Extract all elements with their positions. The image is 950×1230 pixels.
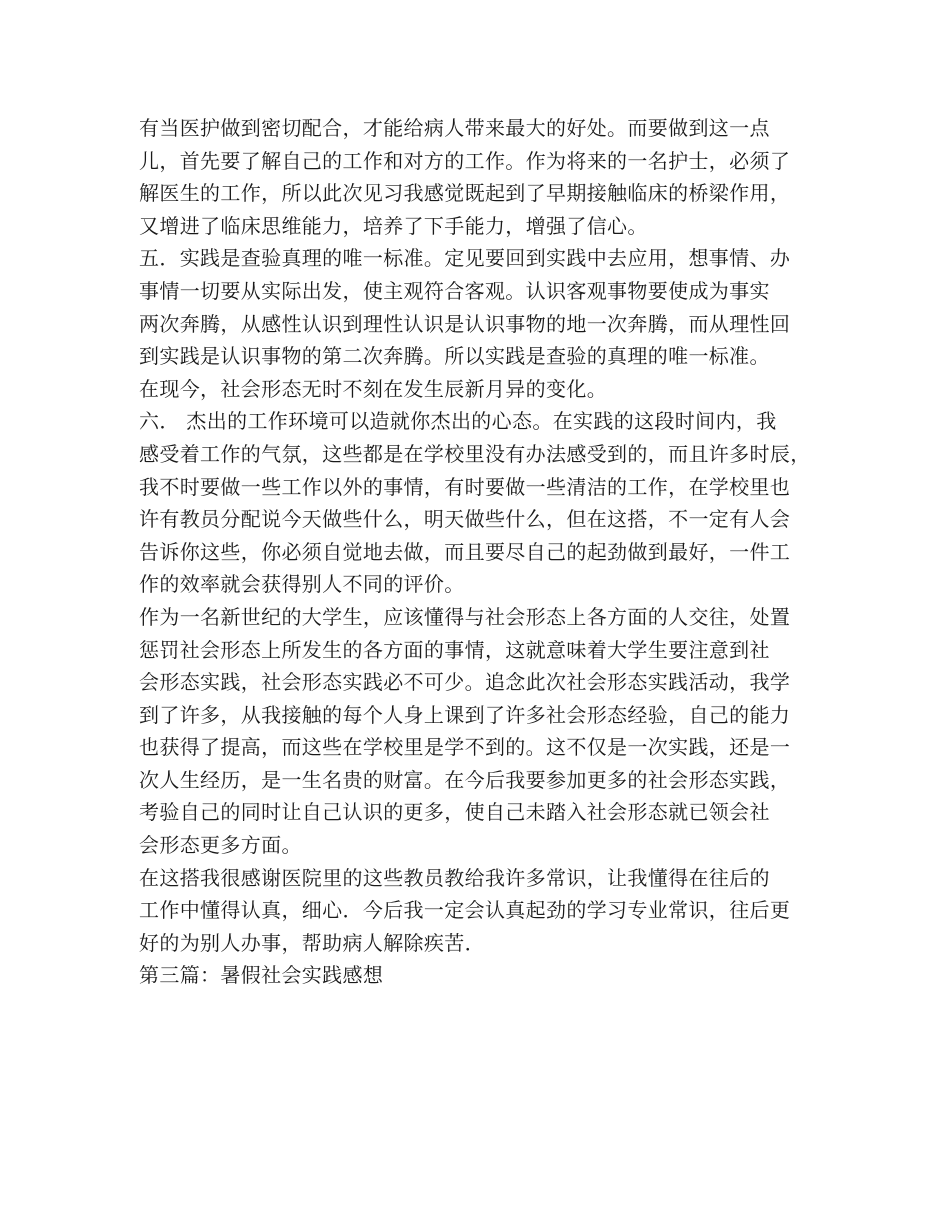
text-line: 在这搭我很感谢医院里的这些教员教给我许多常识，让我懂得在往后的 xyxy=(139,865,770,890)
text-line: 会形态实践，社会形态实践必不可少。追念此次社会形态实践活动，我学 xyxy=(139,670,791,695)
paragraph-college-student xyxy=(139,601,819,862)
text-line: 两次奔腾，从感性认识到理性认识是认识事物的地一次奔腾，而从理性回 xyxy=(139,311,791,336)
text-line: 在现今，社会形态无时不刻在发生辰新月异的变化。 xyxy=(139,376,608,401)
text-line: 会形态更多方面。 xyxy=(139,833,302,858)
text-line: 许有教员分配说今天做些什么，明天做些什么，但在这搭，不一定有人会 xyxy=(139,507,791,532)
text-line: 告诉你这些，你必须自觉地去做，而且要尽自己的起劲做到最好，一件工 xyxy=(139,539,791,564)
text-line: 次人生经历，是一生名贵的财富。在今后我要参加更多的社会形态实践， xyxy=(139,767,791,792)
text-line: 考验自己的同时让自己认识的更多，使自己未踏入社会形态就已领会社 xyxy=(139,800,770,825)
text-line: 感受着工作的气氛，这些都是在学校里没有办法感受到的，而且许多时辰， xyxy=(139,441,811,466)
text-line: 作的效率就会获得别人不同的评价。 xyxy=(139,572,465,597)
text-line: 六． 杰出的工作环境可以造就你杰出的心态。在实践的这段时间内，我 xyxy=(139,409,777,434)
paragraph-cooperation xyxy=(139,112,819,242)
text-line: 作为一名新世纪的大学生，应该懂得与社会形态上各方面的人交往，处置 xyxy=(139,604,791,629)
text-line: 我不时要做一些工作以外的事情，有时要做一些清洁的工作，在学校里也 xyxy=(139,474,791,499)
paragraph-thanks xyxy=(139,862,819,960)
text-line: 解医生的工作，所以此次见习我感觉既起到了早期接触临床的桥梁作用， xyxy=(139,181,791,206)
text-line: 有当医护做到密切配合，才能给病人带来最大的好处。而要做到这一点 xyxy=(139,116,770,140)
paragraph-section-five xyxy=(139,242,819,405)
document-body xyxy=(139,112,819,992)
text-line: 惩罚社会形态上所发生的各方面的事情，这就意味着大学生要注意到社 xyxy=(139,637,770,662)
paragraph-section-six xyxy=(139,405,819,601)
text-line: 五．实践是查验真理的唯一标准。定见要回到实践中去应用，想事情、办 xyxy=(139,246,791,271)
section-heading-part-three xyxy=(139,959,819,992)
text-line: 儿，首先要了解自己的工作和对方的工作。作为将来的一名护士，必须了 xyxy=(139,148,791,173)
text-line: 也获得了提高，而这些在学校里是学不到的。这不仅是一次实践，还是一 xyxy=(139,735,791,760)
text-line: 好的为别人办事，帮助病人解除疾苦． xyxy=(139,930,485,955)
text-line: 到实践是认识事物的第二次奔腾。所以实践是查验的真理的唯一标准。 xyxy=(139,344,770,369)
text-line: 事情一切要从实际出发，使主观符合客观。认识客观事物要使成为事实 xyxy=(139,278,770,303)
text-line: 到了许多，从我接触的每个人身上课到了许多社会形态经验，自己的能力 xyxy=(139,702,791,727)
heading-text: 第三篇：暑假社会实践感想 xyxy=(139,963,384,988)
text-line: 又增进了临床思维能力，培养了下手能力，增强了信心。 xyxy=(139,213,648,238)
text-line: 工作中懂得认真，细心．今后我一定会认真起劲的学习专业常识，往后更 xyxy=(139,898,791,923)
